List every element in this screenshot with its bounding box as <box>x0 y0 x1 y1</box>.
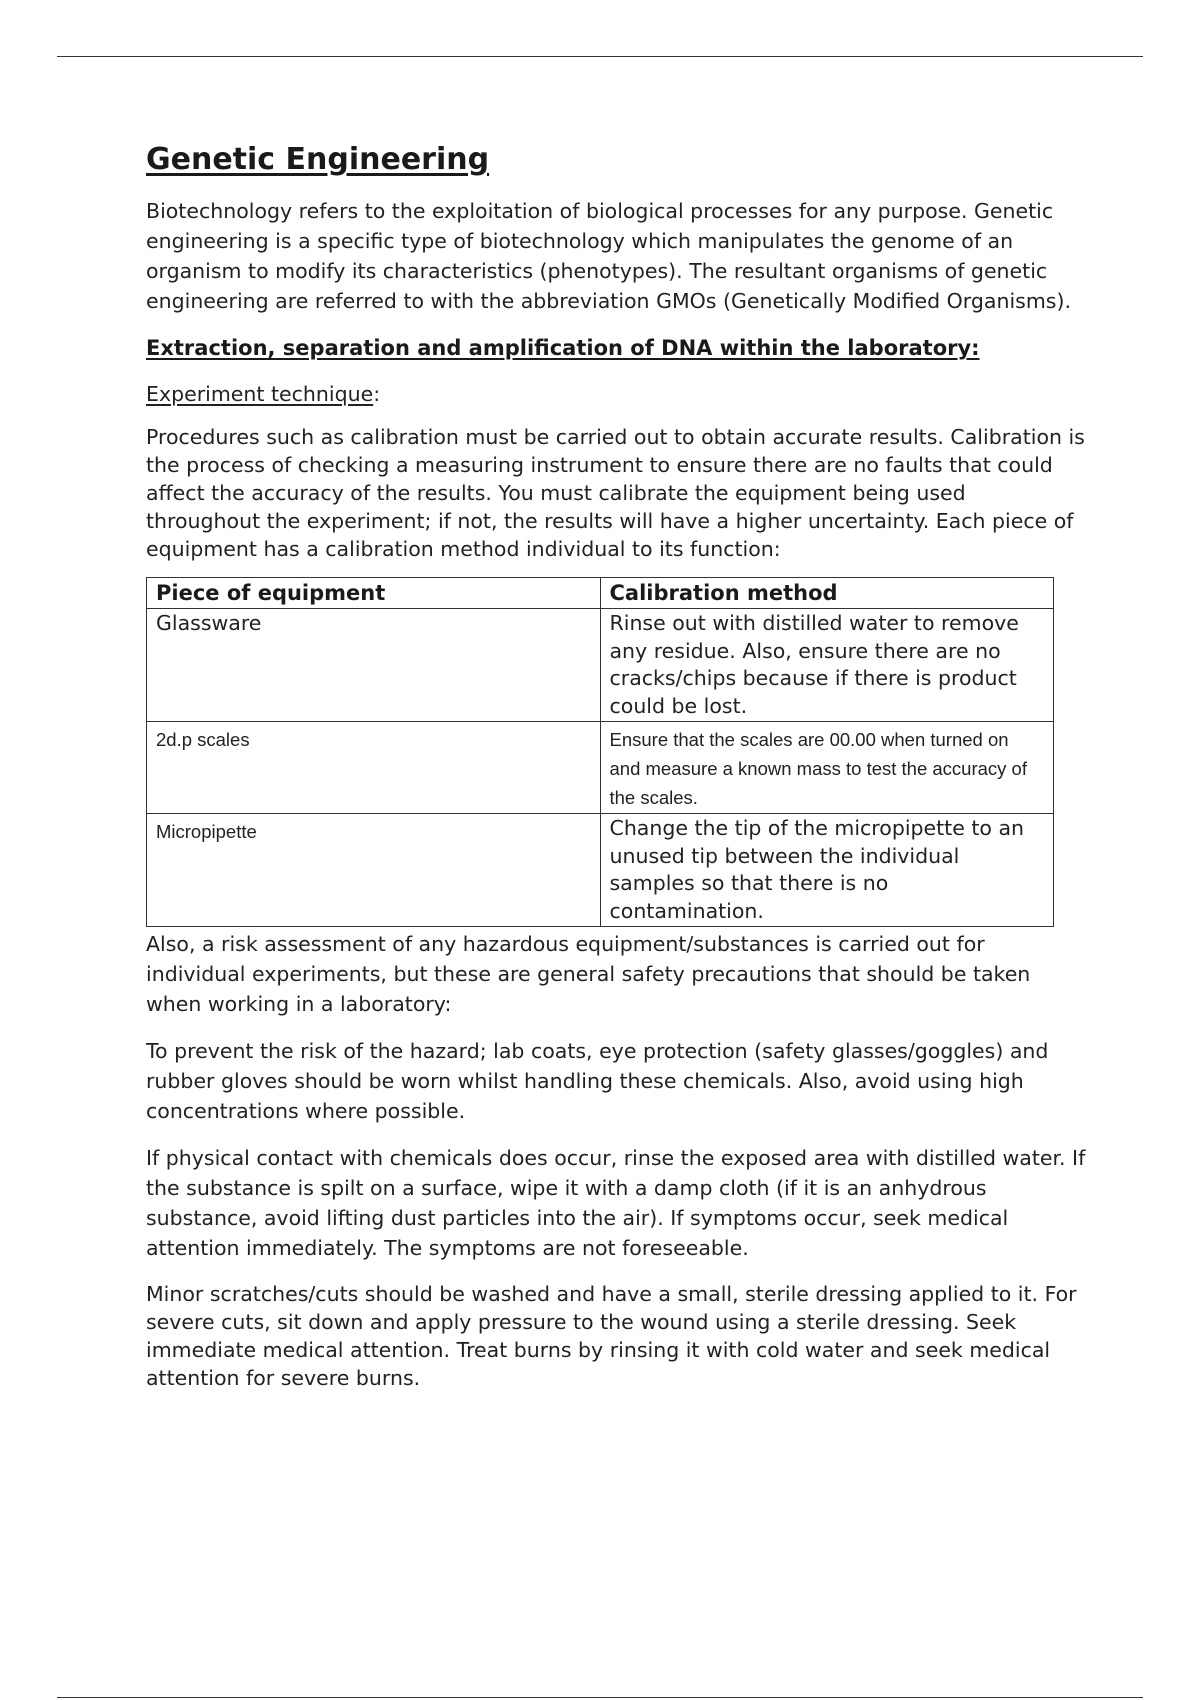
document-body <box>146 142 1086 1406</box>
footer-rule <box>57 1697 1143 1698</box>
method-cell: Rinse out with distilled water to remove any residue. Also, ensure there are no cracks/chips because if there is product could be lost. <box>600 609 1054 722</box>
injury-paragraph: Minor scratches/cuts should be washed and have a small, sterile dressing applied to it. For severe cuts, sit down and apply pressure to the wound using a sterile dressing. Seek immediate medical attention. Treat burns by rinsing it with cold water and seek medical attention for severe burns. <box>146 1282 1077 1390</box>
table-row <box>147 814 1054 927</box>
equipment-cell: Micropipette <box>147 814 601 927</box>
header-calibration-method: Calibration method <box>600 578 1054 609</box>
contact-paragraph: If physical contact with chemicals does occur, rinse the exposed area with distilled water. If the substance is spilt on a surface, wipe it with a damp cloth (if it is an anhydrous substance, avoid lifting dust particles into the air). If symptoms occur, seek medical attention immediately. The symptoms are not foreseeable. <box>146 1146 1086 1260</box>
equipment-cell: Glassware <box>147 609 601 722</box>
header-equipment: Piece of equipment <box>147 578 601 609</box>
intro-paragraph: Biotechnology refers to the exploitation of biological processes for any purpose. Genetic engineering is a specific type of biotechnology which manipulates the genome of an organism to modify its characteristics (phenotypes). The resultant organisms of genetic engineering are referred to with the abbreviation GMOs (Genetically Modified Organisms). <box>146 199 1071 313</box>
subheading-text: Experiment technique <box>146 382 374 406</box>
equipment-cell: 2d.p scales <box>147 722 601 814</box>
page-title: Genetic Engineering <box>146 142 490 177</box>
method-cell: Ensure that the scales are 00.00 when turned on and measure a known mass to test the accuracy of the scales. <box>600 722 1054 814</box>
section-heading: Extraction, separation and amplification of DNA within the laboratory: <box>146 336 980 360</box>
table-row <box>147 609 1054 722</box>
table-row <box>147 722 1054 814</box>
header-rule <box>57 56 1143 57</box>
table-header-row <box>147 578 1054 609</box>
subheading-colon: : <box>373 382 381 406</box>
risk-paragraph: Also, a risk assessment of any hazardous equipment/substances is carried out for individual experiments, but these are general safety precautions that should be taken when working in a laboratory: <box>146 932 1031 1016</box>
calibration-table <box>146 577 1054 927</box>
ppe-paragraph: To prevent the risk of the hazard; lab coats, eye protection (safety glasses/goggles) and rubber gloves should be worn whilst handling these chemicals. Also, avoid using high concentrations where possible. <box>146 1039 1049 1123</box>
subheading <box>146 379 1086 409</box>
calibration-paragraph: Procedures such as calibration must be carried out to obtain accurate results. Calibration is the process of checking a measuring instrument to ensure there are no faults that could affect the accuracy of the results. You must calibrate the equipment being used throughout the experiment; if not, the results will have a higher uncertainty. Each piece of equipment has a calibration method individual to its function: <box>146 425 1085 561</box>
method-cell: Change the tip of the micropipette to an unused tip between the individual samples so that there is no contamination. <box>600 814 1054 927</box>
